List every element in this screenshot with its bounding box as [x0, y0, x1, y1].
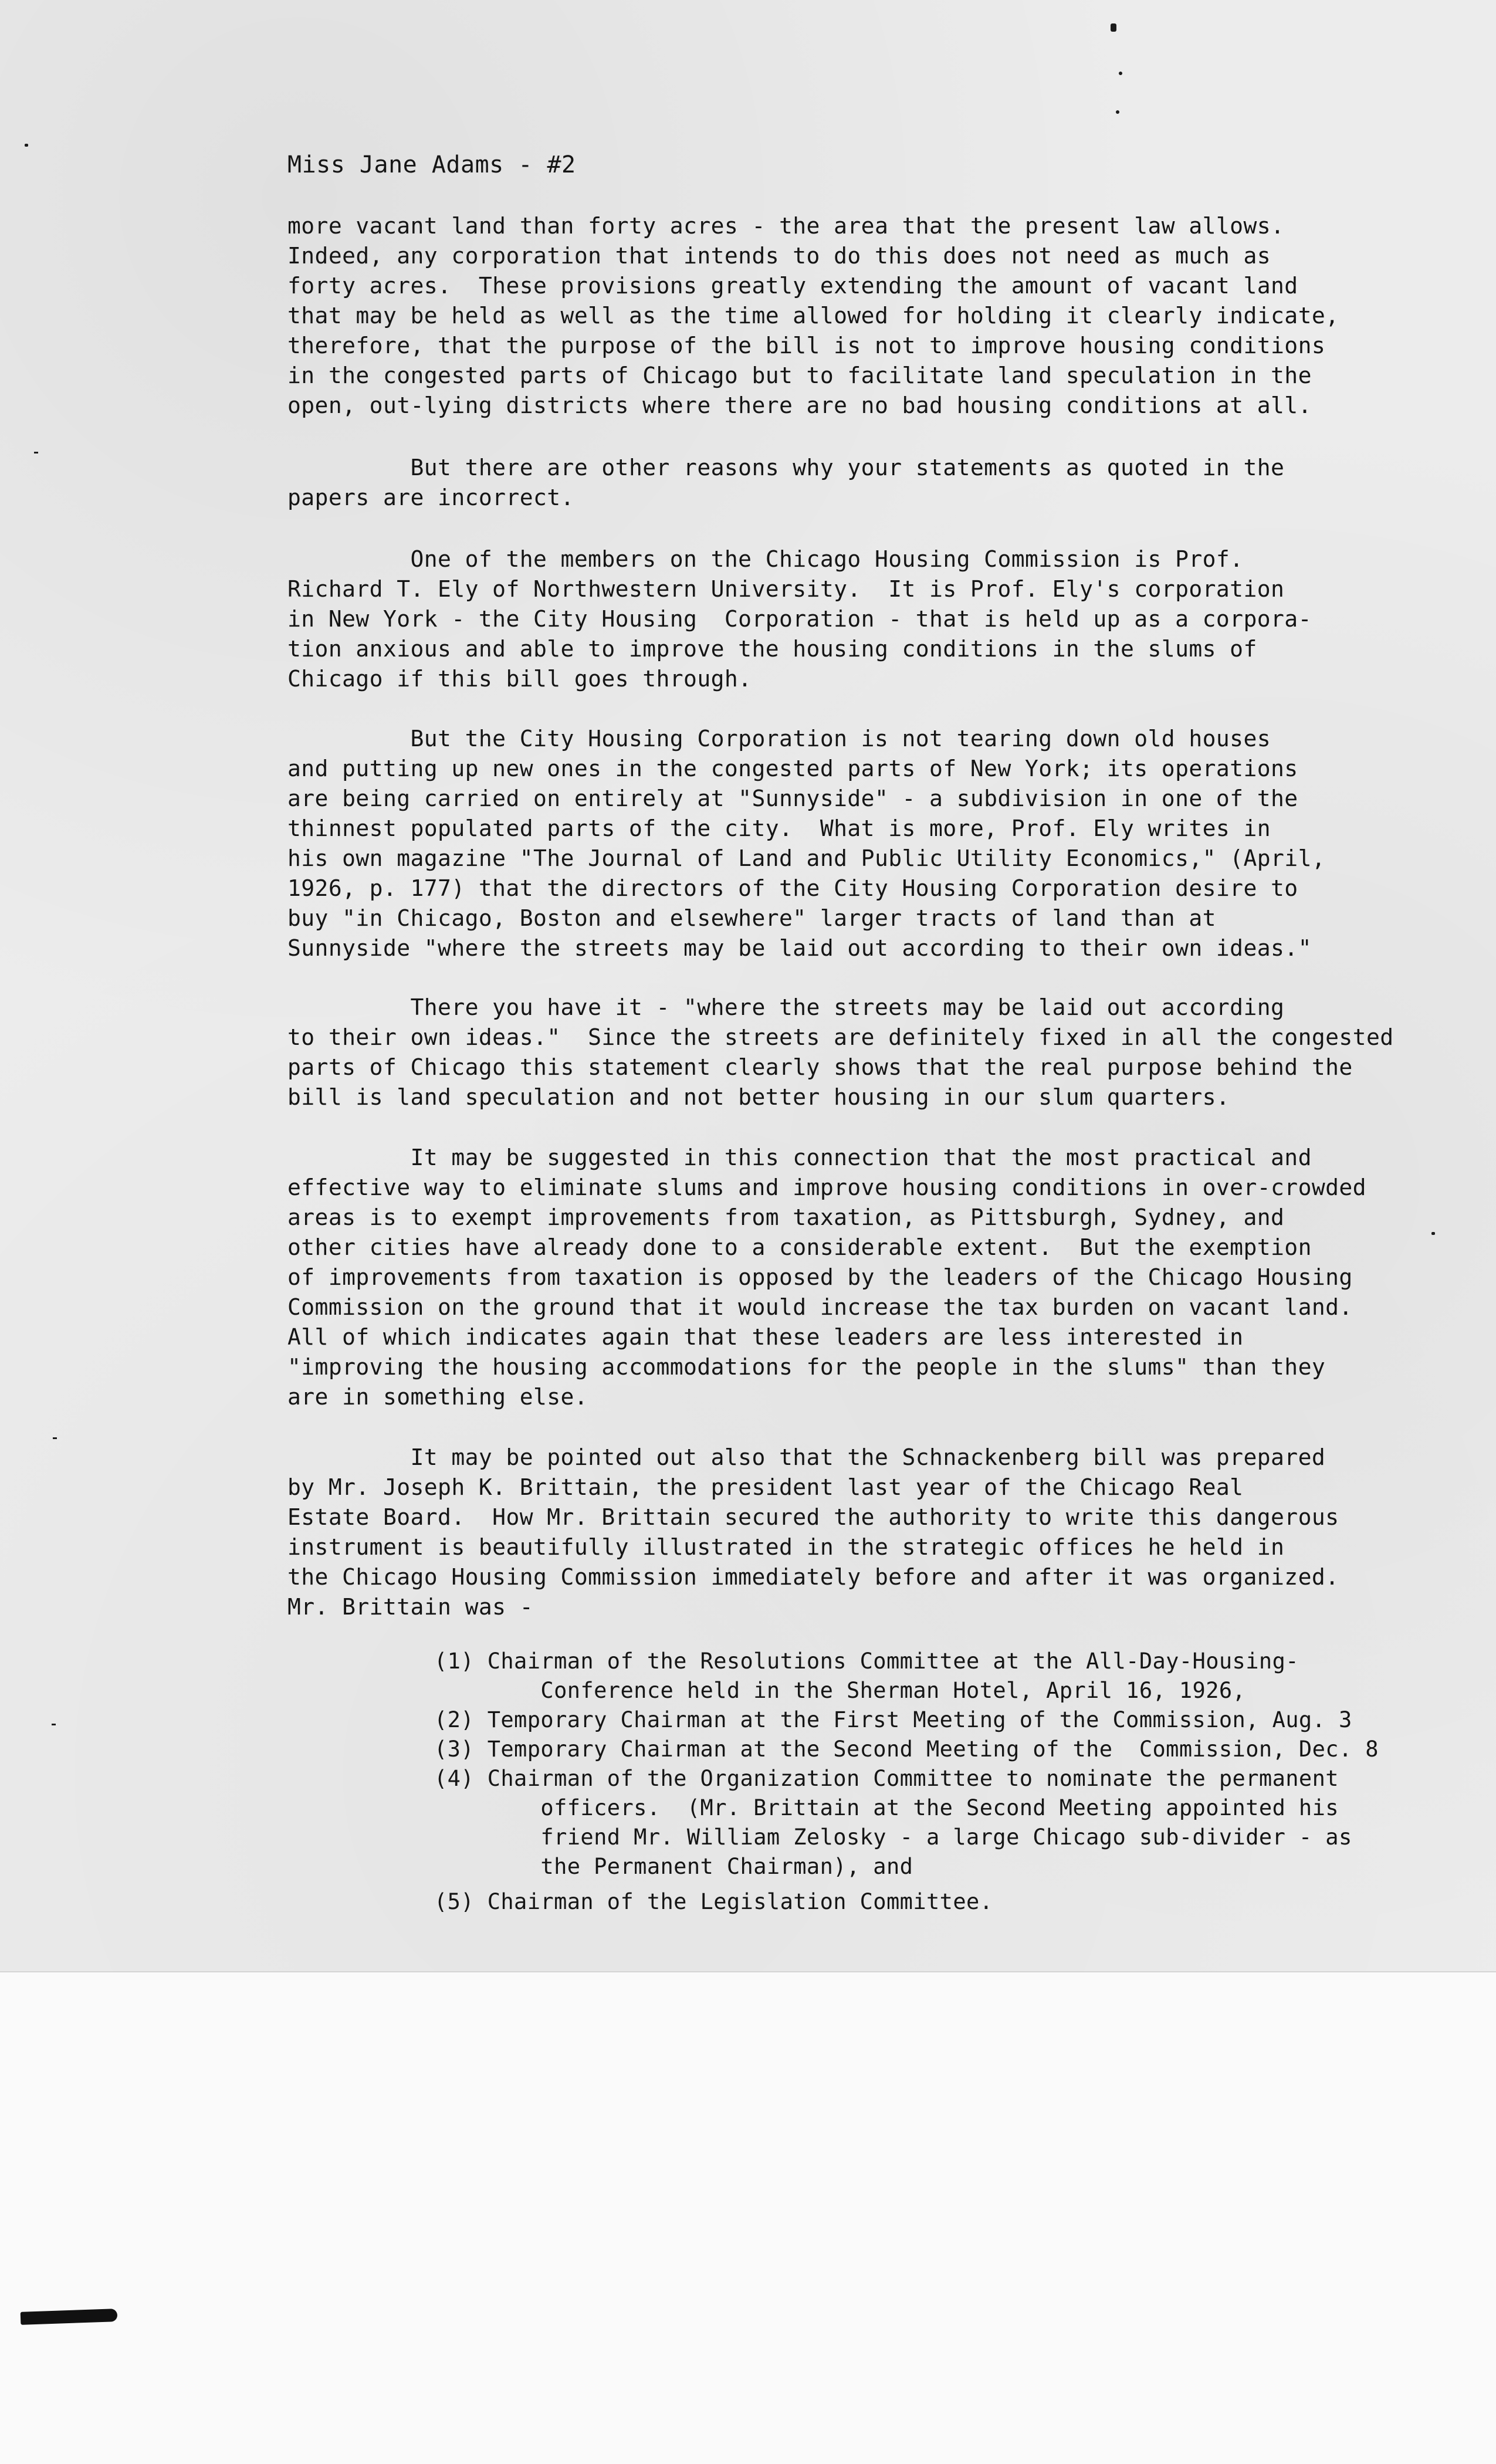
text-line: It may be suggested in this connection that the most practical and — [287, 1145, 1312, 1170]
scan-speck — [53, 1437, 57, 1439]
text-line: bill is land speculation and not better housing in our slum quarters. — [287, 1084, 1230, 1110]
text-line: are in something else. — [287, 1384, 588, 1410]
page-margin — [0, 1972, 1496, 2464]
text-line: parts of Chicago this statement clearly shows that the real purpose behind the — [287, 1054, 1353, 1080]
scan-speck — [1119, 72, 1122, 75]
list-item: Conference held in the Sherman Hotel, April 16, 1926, — [434, 1678, 1246, 1703]
scan-speck — [52, 1724, 56, 1725]
text-line: other cities have already done to a considerable extent. But the exemption — [287, 1234, 1312, 1260]
text-line: But the City Housing Corporation is not tearing down old houses — [287, 726, 1271, 752]
text-line: It may be pointed out also that the Schnackenberg bill was prepared — [287, 1444, 1326, 1470]
page-header: Miss Jane Adams - #2 — [287, 151, 576, 178]
list-item: the Permanent Chairman), and — [434, 1854, 913, 1879]
text-line: forty acres. These provisions greatly extending the amount of vacant land — [287, 273, 1298, 299]
scan-speck — [1111, 23, 1116, 32]
text-line: But there are other reasons why your statements as quoted in the — [287, 455, 1285, 480]
text-line: therefore, that the purpose of the bill is not to improve housing conditions — [287, 333, 1326, 358]
text-line: in the congested parts of Chicago but to facilitate land speculation in the — [287, 363, 1312, 388]
text-line: open, out-lying districts where there are no bad housing conditions at all. — [287, 392, 1312, 418]
list-item: officers. (Mr. Brittain at the Second Meeting appointed his — [434, 1795, 1339, 1820]
text-line: Sunnyside "where the streets may be laid out according to their own ideas." — [287, 935, 1312, 961]
list-item: (1) Chairman of the Resolutions Committee at the All-Day-Housing- — [434, 1649, 1299, 1674]
text-line: buy "in Chicago, Boston and elsewhere" larger tracts of land than at — [287, 905, 1216, 931]
text-line: Estate Board. How Mr. Brittain secured the authority to write this dangerous — [287, 1504, 1339, 1530]
list-item: (2) Temporary Chairman at the First Meeting of the Commission, Aug. 3 — [434, 1707, 1352, 1732]
text-line: 1926, p. 177) that the directors of the City Housing Corporation desire to — [287, 875, 1298, 901]
text-line: are being carried on entirely at "Sunnyside" - a subdivision in one of the — [287, 786, 1298, 811]
text-line: that may be held as well as the time allowed for holding it clearly indicate, — [287, 303, 1339, 329]
text-line: tion anxious and able to improve the housing conditions in the slums of — [287, 636, 1257, 662]
text-line: There you have it - "where the streets may be laid out according — [287, 994, 1285, 1020]
text-line: All of which indicates again that these leaders are less interested in — [287, 1324, 1244, 1350]
text-line: One of the members on the Chicago Housing Commission is Prof. — [287, 546, 1244, 572]
scan-speck — [25, 144, 28, 147]
scan-speck — [34, 452, 38, 453]
scan-speck — [1431, 1232, 1435, 1235]
text-line: his own magazine "The Journal of Land and Public Utility Economics," (April, — [287, 845, 1326, 871]
scan-speck — [1116, 110, 1119, 114]
text-line: effective way to eliminate slums and improve housing conditions in over-crowded — [287, 1175, 1366, 1200]
text-line: more vacant land than forty acres - the area that the present law allows. — [287, 213, 1285, 239]
text-line: Mr. Brittain was - — [287, 1594, 534, 1620]
text-line: papers are incorrect. — [287, 485, 574, 510]
text-line: to their own ideas." Since the streets are definitely fixed in all the congested — [287, 1024, 1394, 1050]
text-line: of improvements from taxation is opposed by the leaders of the Chicago Housing — [287, 1264, 1353, 1290]
text-line: the Chicago Housing Commission immediately before and after it was organized. — [287, 1564, 1339, 1590]
text-line: in New York - the City Housing Corporation - that is held up as a corpora- — [287, 606, 1312, 632]
text-line: and putting up new ones in the congested parts of New York; its operations — [287, 756, 1298, 781]
text-line: areas is to exempt improvements from taxation, as Pittsburgh, Sydney, and — [287, 1204, 1285, 1230]
text-line: Chicago if this bill goes through. — [287, 666, 752, 692]
text-line: Indeed, any corporation that intends to do this does not need as much as — [287, 243, 1271, 269]
text-line: by Mr. Joseph K. Brittain, the president last year of the Chicago Real — [287, 1474, 1244, 1500]
text-line: "improving the housing accommodations for the people in the slums" than they — [287, 1354, 1326, 1380]
list-item: (5) Chairman of the Legislation Committee. — [434, 1889, 993, 1914]
text-line: Richard T. Ely of Northwestern University. It is Prof. Ely's corporation — [287, 576, 1285, 602]
text-line: Commission on the ground that it would increase the tax burden on vacant land. — [287, 1294, 1353, 1320]
list-item: friend Mr. William Zelosky - a large Chicago sub-divider - as — [434, 1825, 1352, 1850]
list-item: (4) Chairman of the Organization Committee to nominate the permanent — [434, 1766, 1339, 1791]
text-line: instrument is beautifully illustrated in the strategic offices he held in — [287, 1534, 1285, 1560]
list-item: (3) Temporary Chairman at the Second Meeting of the Commission, Dec. 8 — [434, 1737, 1379, 1762]
text-line: thinnest populated parts of the city. What is more, Prof. Ely writes in — [287, 815, 1271, 841]
